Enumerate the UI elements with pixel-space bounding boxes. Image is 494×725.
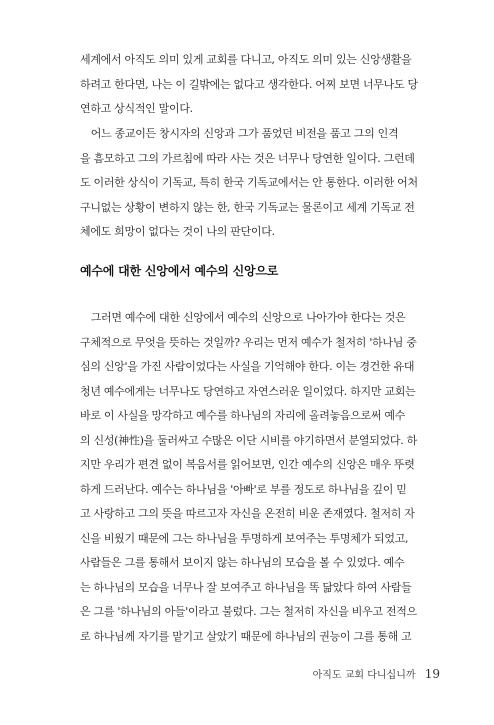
text-line: 그러면 예수에 대한 신앙에서 예수의 신앙으로 나아가야 한다는 것은 [80,311,406,324]
text-line: 사람들은 그를 통해서 보이지 않는 하나님의 모습을 볼 수 있었다. 예수 [80,556,405,569]
text-line: 로 하나님께 자기를 맡기고 살았기 때문에 하나님의 권능이 그를 통해 고 [80,629,412,643]
text-line: 지만 우리가 편견 없이 복음서를 읽어보면, 인간 예수의 신앙은 매우 뚜렷 [80,458,415,471]
text-line: 은 그를 '하나님의 아들'이라고 불렀다. 그는 철저히 자신을 비우고 전적으 [80,605,417,618]
text-line: 체에도 희망이 없다는 것이 나의 판단이다. [80,225,275,238]
section-heading: 예수에 대한 신앙에서 예수의 신앙으로 [80,264,279,278]
running-title: 아직도 교회 다니십니까 [312,670,416,681]
text-line: 는 하나님의 모습을 너무나 잘 보여주고 하나님을 똑 닮았다 하여 사람들 [80,580,412,594]
text-line: 하게 드러난다. 예수는 하나님을 '아빠'로 부를 정도로 하나님을 깊이 믿 [80,482,407,496]
paragraph-continued [80,48,440,122]
text-line: 하려고 한다면, 나는 이 길밖에는 없다고 생각한다. 어찌 보면 너무나도 당 [80,77,418,91]
text-line: 어느 종교이든 창시자의 신앙과 그가 품었던 비전을 품고 그의 인격 [80,127,399,140]
page-footer [313,666,440,681]
paragraph-religion-founder [80,122,440,245]
text-line: 고 사랑하고 그의 뜻을 따르고자 자신을 온전히 비운 존재였다. 철저히 자 [80,507,415,520]
text-line: 청년 예수에게는 너무나도 당연하고 자연스러운 일이었다. 하지만 교회는 [80,384,416,398]
text-line: 을 흠모하고 그의 가르침에 따라 사는 것은 너무나 당연한 일이다. 그런데 [80,151,415,165]
text-line: 신을 비웠기 때문에 그는 하나님을 투명하게 보여주는 투명체가 되었고, [80,531,409,545]
paragraph-faith-of-jesus [80,306,440,649]
text-line: 구니없는 상황이 변하지 않는 한, 한국 기독교는 물론이고 세계 기독교 전 [80,200,415,214]
text-line: 구체적으로 무엇을 뜻하는 것일까? 우리는 먼저 예수가 철저히 '하나님 중 [80,335,417,349]
page-number: 19 [424,667,440,681]
text-line: 연하고 상식적인 말이다. [80,102,193,115]
text-line: 세계에서 아직도 의미 있게 교회를 다니고, 아직도 의미 있는 신앙생활을 [80,53,412,66]
text-line: 도 이러한 상식이 기독교, 특히 한국 기독교에서는 안 통한다. 이러한 어처 [80,176,418,189]
text-line: 심의 신앙'을 가진 사람이었다는 사실을 기억해야 한다. 이는 경건한 유대 [80,360,415,373]
text-line: 의 신성(神性)을 둘러싸고 수많은 이단 시비를 야기하면서 분열되었다. 하 [80,433,417,447]
text-line: 바로 이 사실을 망각하고 예수를 하나님의 자리에 올려놓음으로써 예수 [80,409,406,422]
